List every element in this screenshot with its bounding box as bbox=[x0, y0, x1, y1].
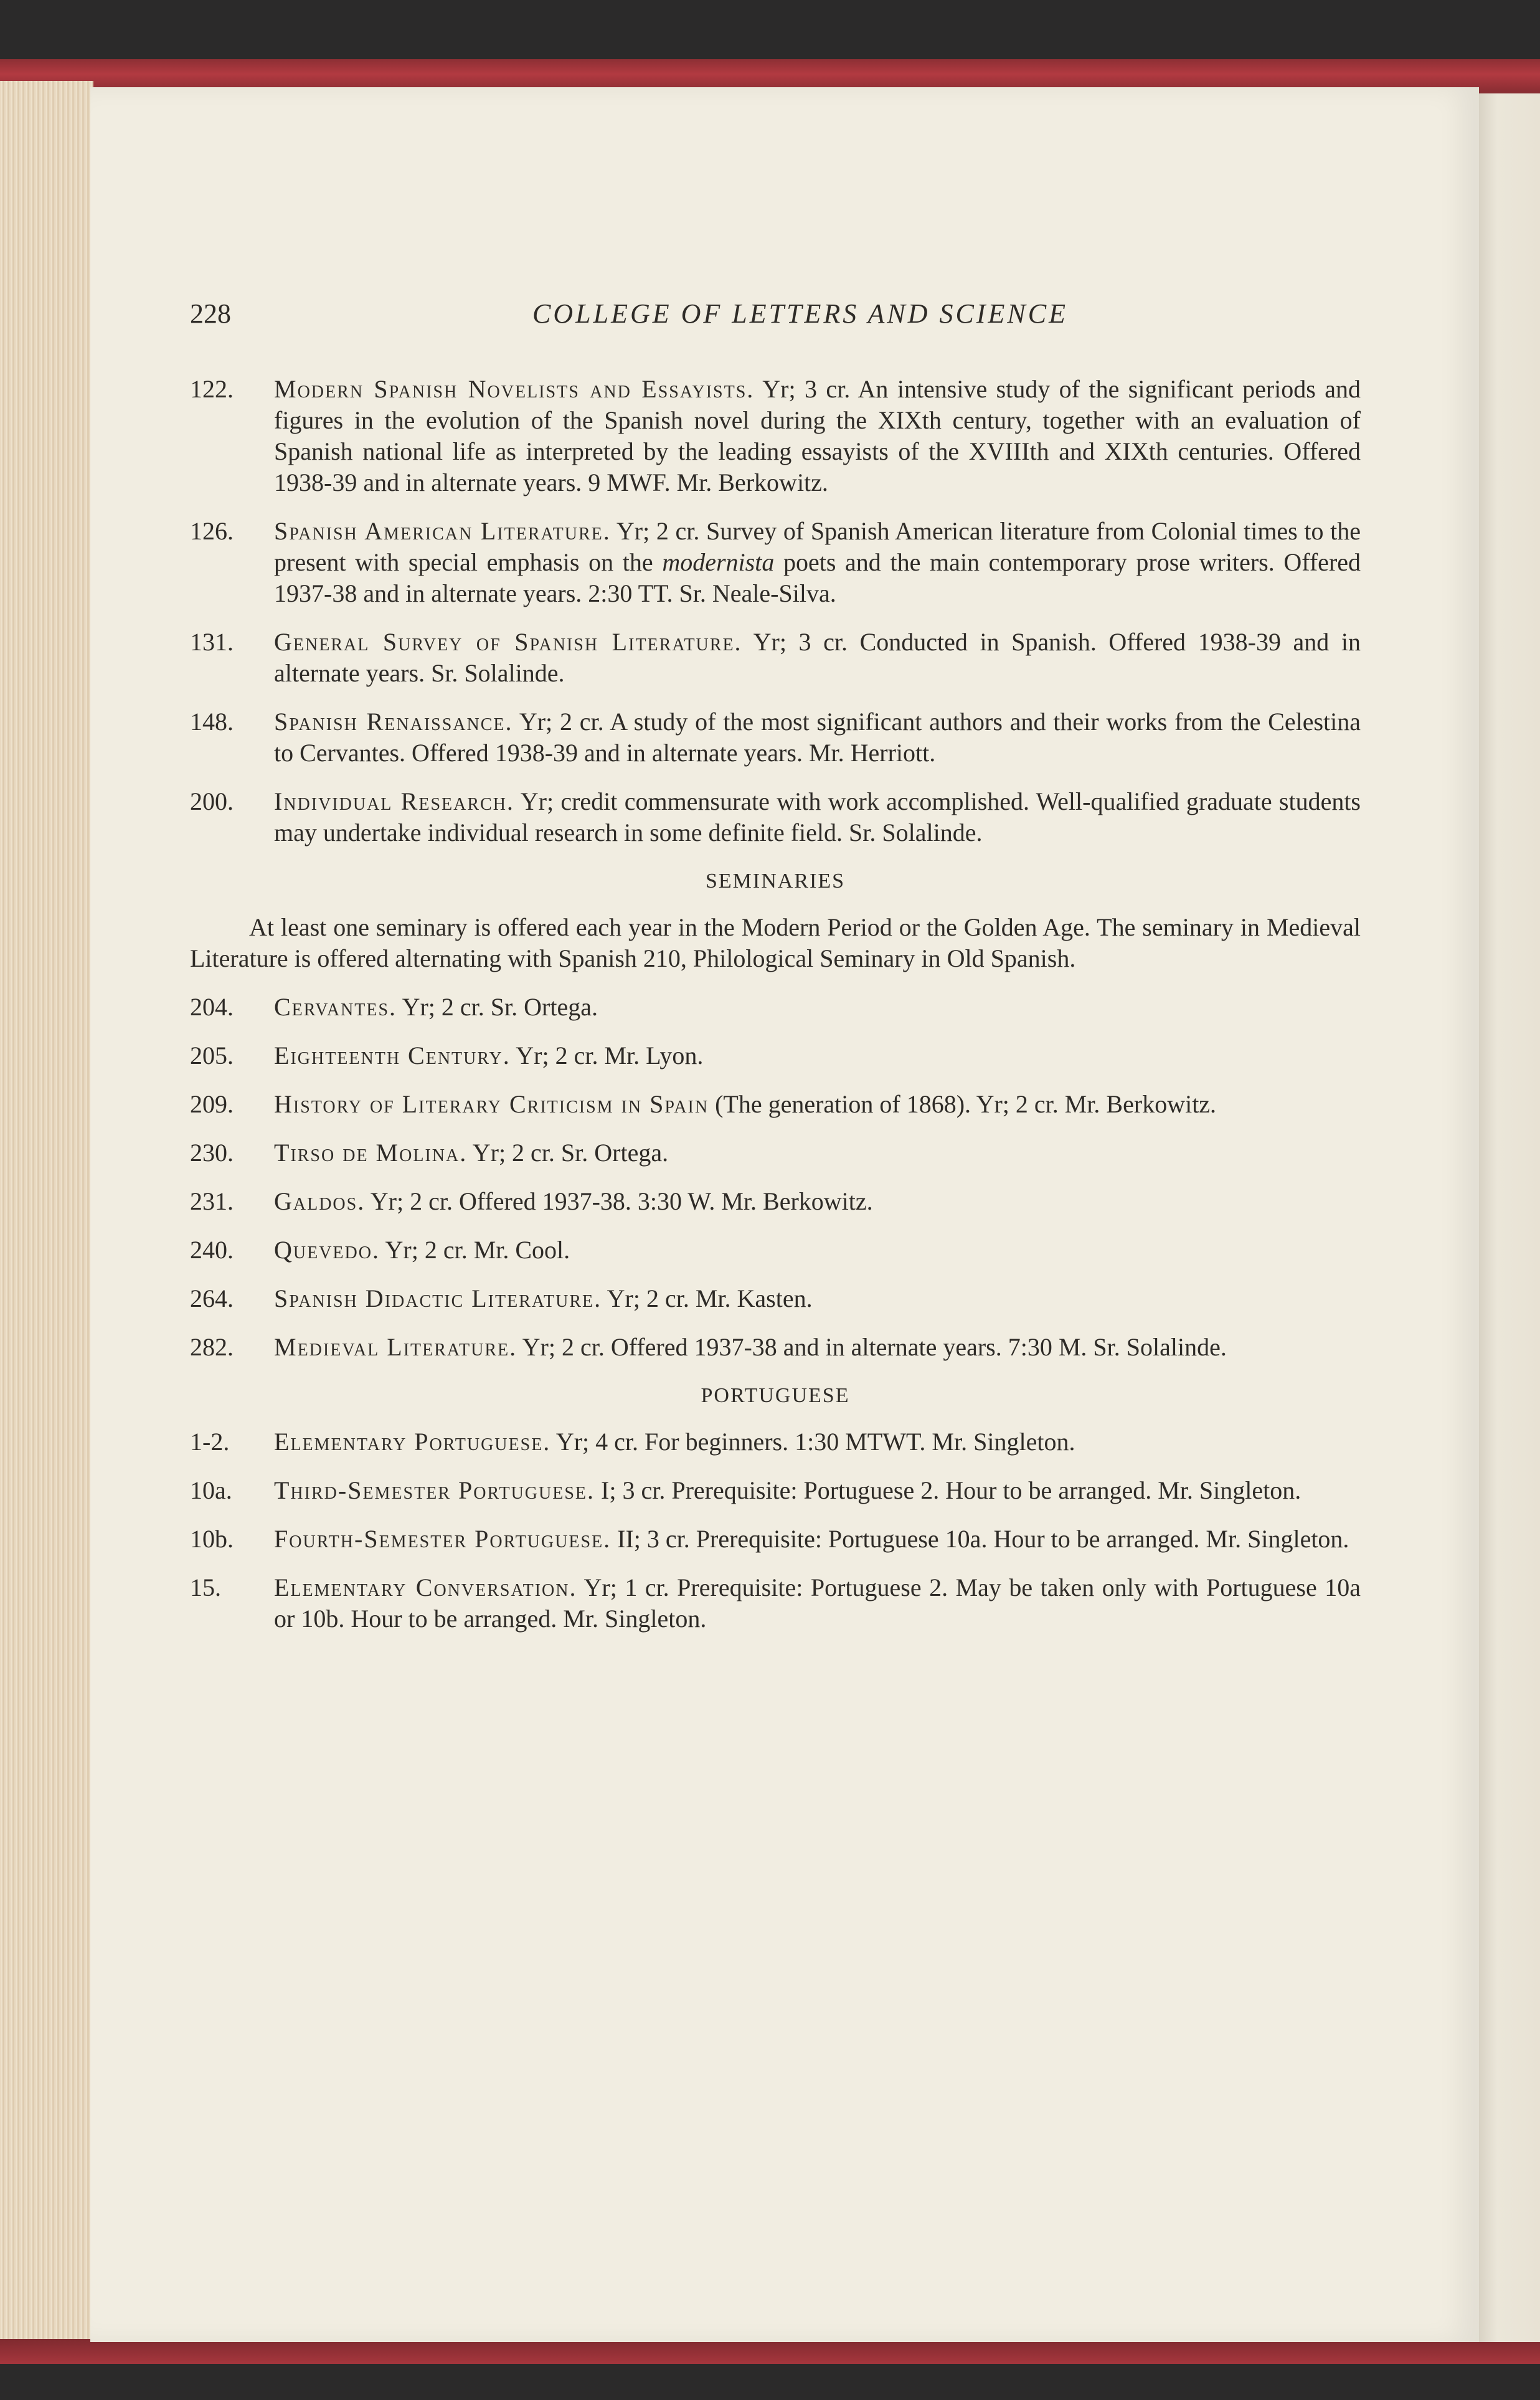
section-heading-seminaries: SEMINARIES bbox=[705, 870, 846, 893]
page-edges bbox=[0, 81, 93, 2355]
seminary-entry bbox=[190, 1283, 1361, 1314]
course-description: Yr; credit commensurate with work accomplished. Well-qualified graduate students may undertake individual research in some definite field. Sr. Solalinde. bbox=[274, 787, 1361, 847]
course-number: 148. bbox=[190, 708, 234, 736]
course-title: Spanish Renaissance. bbox=[274, 708, 513, 736]
course-description: Yr; 2 cr. Mr. Lyon. bbox=[516, 1041, 704, 1070]
course-number: 264. bbox=[190, 1284, 234, 1312]
portuguese-course-entry bbox=[190, 1426, 1361, 1458]
course-number: 204. bbox=[190, 993, 234, 1021]
course-number: 200. bbox=[190, 787, 234, 815]
course-entry bbox=[190, 706, 1361, 769]
course-number: 10a. bbox=[190, 1476, 232, 1504]
course-number: 282. bbox=[190, 1333, 234, 1361]
course-number: 1-2. bbox=[190, 1428, 230, 1456]
course-title: Elementary Portuguese. bbox=[274, 1428, 551, 1456]
course-listing bbox=[190, 374, 1361, 1652]
course-description: Yr; 2 cr. Offered 1937-38. 3:30 W. Mr. Berkowitz. bbox=[370, 1187, 873, 1215]
seminary-entry bbox=[190, 1089, 1361, 1120]
course-entry bbox=[190, 374, 1361, 498]
seminary-entry bbox=[190, 1332, 1361, 1363]
course-description: (The generation of 1868). Yr; 2 cr. Mr. Berkowitz. bbox=[715, 1090, 1217, 1118]
course-title: History of Literary Criticism in Spain bbox=[274, 1090, 709, 1118]
course-title: Individual Research. bbox=[274, 787, 514, 815]
course-title: Fourth-Semester Portuguese. bbox=[274, 1525, 612, 1553]
course-title: General Survey of Spanish Literature. bbox=[274, 628, 742, 656]
course-description: poets and the main contemporary prose writers. Offered 1937-38 and in alternate years. 2:30 TT. Sr. Neale-Silva. bbox=[274, 548, 1361, 607]
seminary-entry bbox=[190, 1137, 1361, 1169]
seminary-entry bbox=[190, 992, 1361, 1023]
course-title: Spanish American Literature. bbox=[274, 517, 611, 545]
course-title: Eighteenth Century. bbox=[274, 1041, 511, 1070]
seminary-entry bbox=[190, 1186, 1361, 1217]
course-description-italic: modernista bbox=[662, 548, 775, 576]
course-number: 10b. bbox=[190, 1525, 234, 1553]
portuguese-course-entry bbox=[190, 1475, 1361, 1506]
course-title: Medieval Literature. bbox=[274, 1333, 517, 1361]
course-description: Yr; 2 cr. Survey of Spanish American literature from Colonial times to the present with special emphasis on the bbox=[274, 517, 1361, 576]
course-title: Third-Semester Portuguese. bbox=[274, 1476, 595, 1504]
course-number: 240. bbox=[190, 1236, 234, 1264]
course-title: Tirso de Molina. bbox=[274, 1139, 468, 1167]
adjacent-page-edge bbox=[1479, 93, 1540, 2342]
page-header bbox=[190, 298, 1361, 335]
section-heading-portuguese: PORTUGUESE bbox=[701, 1384, 850, 1407]
book-binding-bottom bbox=[0, 2339, 1540, 2364]
seminaries-intro: At least one seminary is offered each year in the Modern Period or the Golden Age. The seminary in Medieval Literature is offered alternating with Spanish 210, Philological Seminary in Old Spanish. bbox=[190, 913, 1361, 972]
course-entry bbox=[190, 786, 1361, 848]
course-description: Yr; 3 cr. An intensive study of the significant periods and figures in the evolution of the Spanish novel during the XIXth century, together with an evaluation of Spanish national life as interpreted by the leading essayists of the XVIIIth and XIXth centuries. Offered 1938-39 and in alternate years. 9 MWF. Mr. Berkowitz. bbox=[274, 375, 1361, 496]
course-number: 230. bbox=[190, 1139, 234, 1167]
course-number: 131. bbox=[190, 628, 234, 656]
course-number: 231. bbox=[190, 1187, 234, 1215]
course-description: Yr; 2 cr. Sr. Ortega. bbox=[472, 1139, 669, 1167]
course-number: 209. bbox=[190, 1090, 234, 1118]
course-number: 205. bbox=[190, 1041, 234, 1070]
course-description: Yr; 2 cr. Offered 1937-38 and in alternate years. 7:30 M. Sr. Solalinde. bbox=[522, 1333, 1227, 1361]
course-title: Elementary Conversation. bbox=[274, 1573, 577, 1601]
course-title: Modern Spanish Novelists and Essayists. bbox=[274, 375, 755, 403]
course-description: Yr; 4 cr. For beginners. 1:30 MTWT. Mr. Singleton. bbox=[555, 1428, 1075, 1456]
course-description: II; 3 cr. Prerequisite: Portuguese 10a. Hour to be arranged. Mr. Singleton. bbox=[617, 1525, 1349, 1553]
course-description: Yr; 1 cr. Prerequisite: Portuguese 2. May be taken only with Portuguese 10a or 10b. Hour to be arranged. Mr. Singleton. bbox=[274, 1573, 1361, 1633]
course-description: Yr; 3 cr. Conducted in Spanish. Offered 1938-39 and in alternate years. Sr. Solalinde. bbox=[274, 628, 1361, 687]
course-number: 122. bbox=[190, 375, 234, 403]
course-number: 15. bbox=[190, 1573, 221, 1601]
course-description: Yr; 2 cr. Mr. Kasten. bbox=[607, 1284, 813, 1312]
seminary-entry bbox=[190, 1235, 1361, 1266]
course-title: Cervantes. bbox=[274, 993, 397, 1021]
course-description: I; 3 cr. Prerequisite: Portuguese 2. Hour to be arranged. Mr. Singleton. bbox=[601, 1476, 1301, 1504]
course-title: Galdos. bbox=[274, 1187, 366, 1215]
course-entry bbox=[190, 627, 1361, 689]
course-title: Spanish Didactic Literature. bbox=[274, 1284, 602, 1312]
page-number: 228 bbox=[190, 298, 231, 329]
course-description: Yr; 2 cr. Sr. Ortega. bbox=[402, 993, 598, 1021]
course-title: Quevedo. bbox=[274, 1236, 380, 1264]
portuguese-course-entry bbox=[190, 1572, 1361, 1634]
course-number: 126. bbox=[190, 517, 234, 545]
portuguese-course-entry bbox=[190, 1524, 1361, 1555]
course-description: Yr; 2 cr. Mr. Cool. bbox=[385, 1236, 570, 1264]
course-description: Yr; 2 cr. A study of the most significant authors and their works from the Celestina to Cervantes. Offered 1938-39 and in alternate years. Mr. Herriott. bbox=[274, 708, 1361, 767]
course-entry bbox=[190, 516, 1361, 609]
running-title: COLLEGE OF LETTERS AND SCIENCE bbox=[532, 298, 1068, 329]
seminary-entry bbox=[190, 1040, 1361, 1071]
